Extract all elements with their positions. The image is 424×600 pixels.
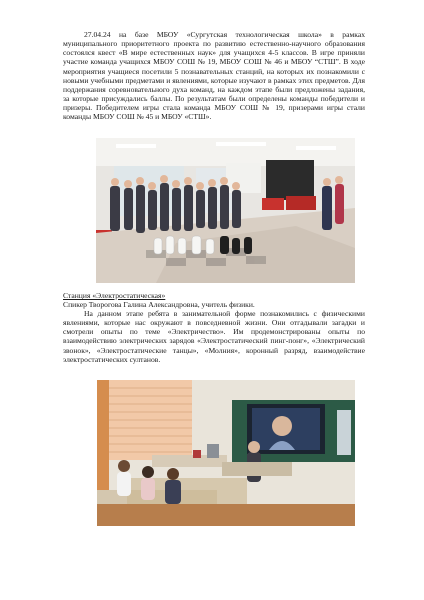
speaker-line: Спикер Творогова Галина Александровна, учитель физики. xyxy=(63,300,255,309)
intro-paragraph: 27.04.24 на базе МБОУ «Сургутская технологическая школа» в рамках муниципального приоритетного проекта по развитию естественно-научного образования состоялся квест «В мире естественных наук» для учащихся 4-5 классов. В игре приняли участие команда учащихся МБОУ СОШ № 19, МБОУ СОШ № 46 и МБОУ “СТШ”. В ходе мероприятия учащиеся посетили 5 познавательных станций, на которых их познакомили с новыми учебными предметами и явлениями, которые изучают в рамках этих предметов. Для поддержания соревновательного духа команд, на каждом этапе были предложены задания, за которые присуждались баллы. По результатам были определены команды победители и призеры. Победителем игры стала команда МБОУ СОШ № 19, призерами игры стали команды МБОУ СОШ № 45 и МБОУ «СТШ». xyxy=(63,30,365,122)
station-title: Станция «Электростатическая» xyxy=(63,291,166,300)
classroom-photo xyxy=(97,380,355,526)
hall-chess-photo xyxy=(96,138,355,283)
station-paragraph: На данном этапе ребята в занимательной форме познакомились с физическими явлениями, которые нас окружают в повседневной жизни. Они отгадывали загадки и смотрели опыты по теме «Электричество». Им продемонстрированы опыты по взаимодействию электрических зарядов «Электростатический пинг-понг», «Электрический звонок», «Электростатические танцы», «Молния», коронный разряд, взаимодействие электростатических султанов. xyxy=(63,309,365,364)
